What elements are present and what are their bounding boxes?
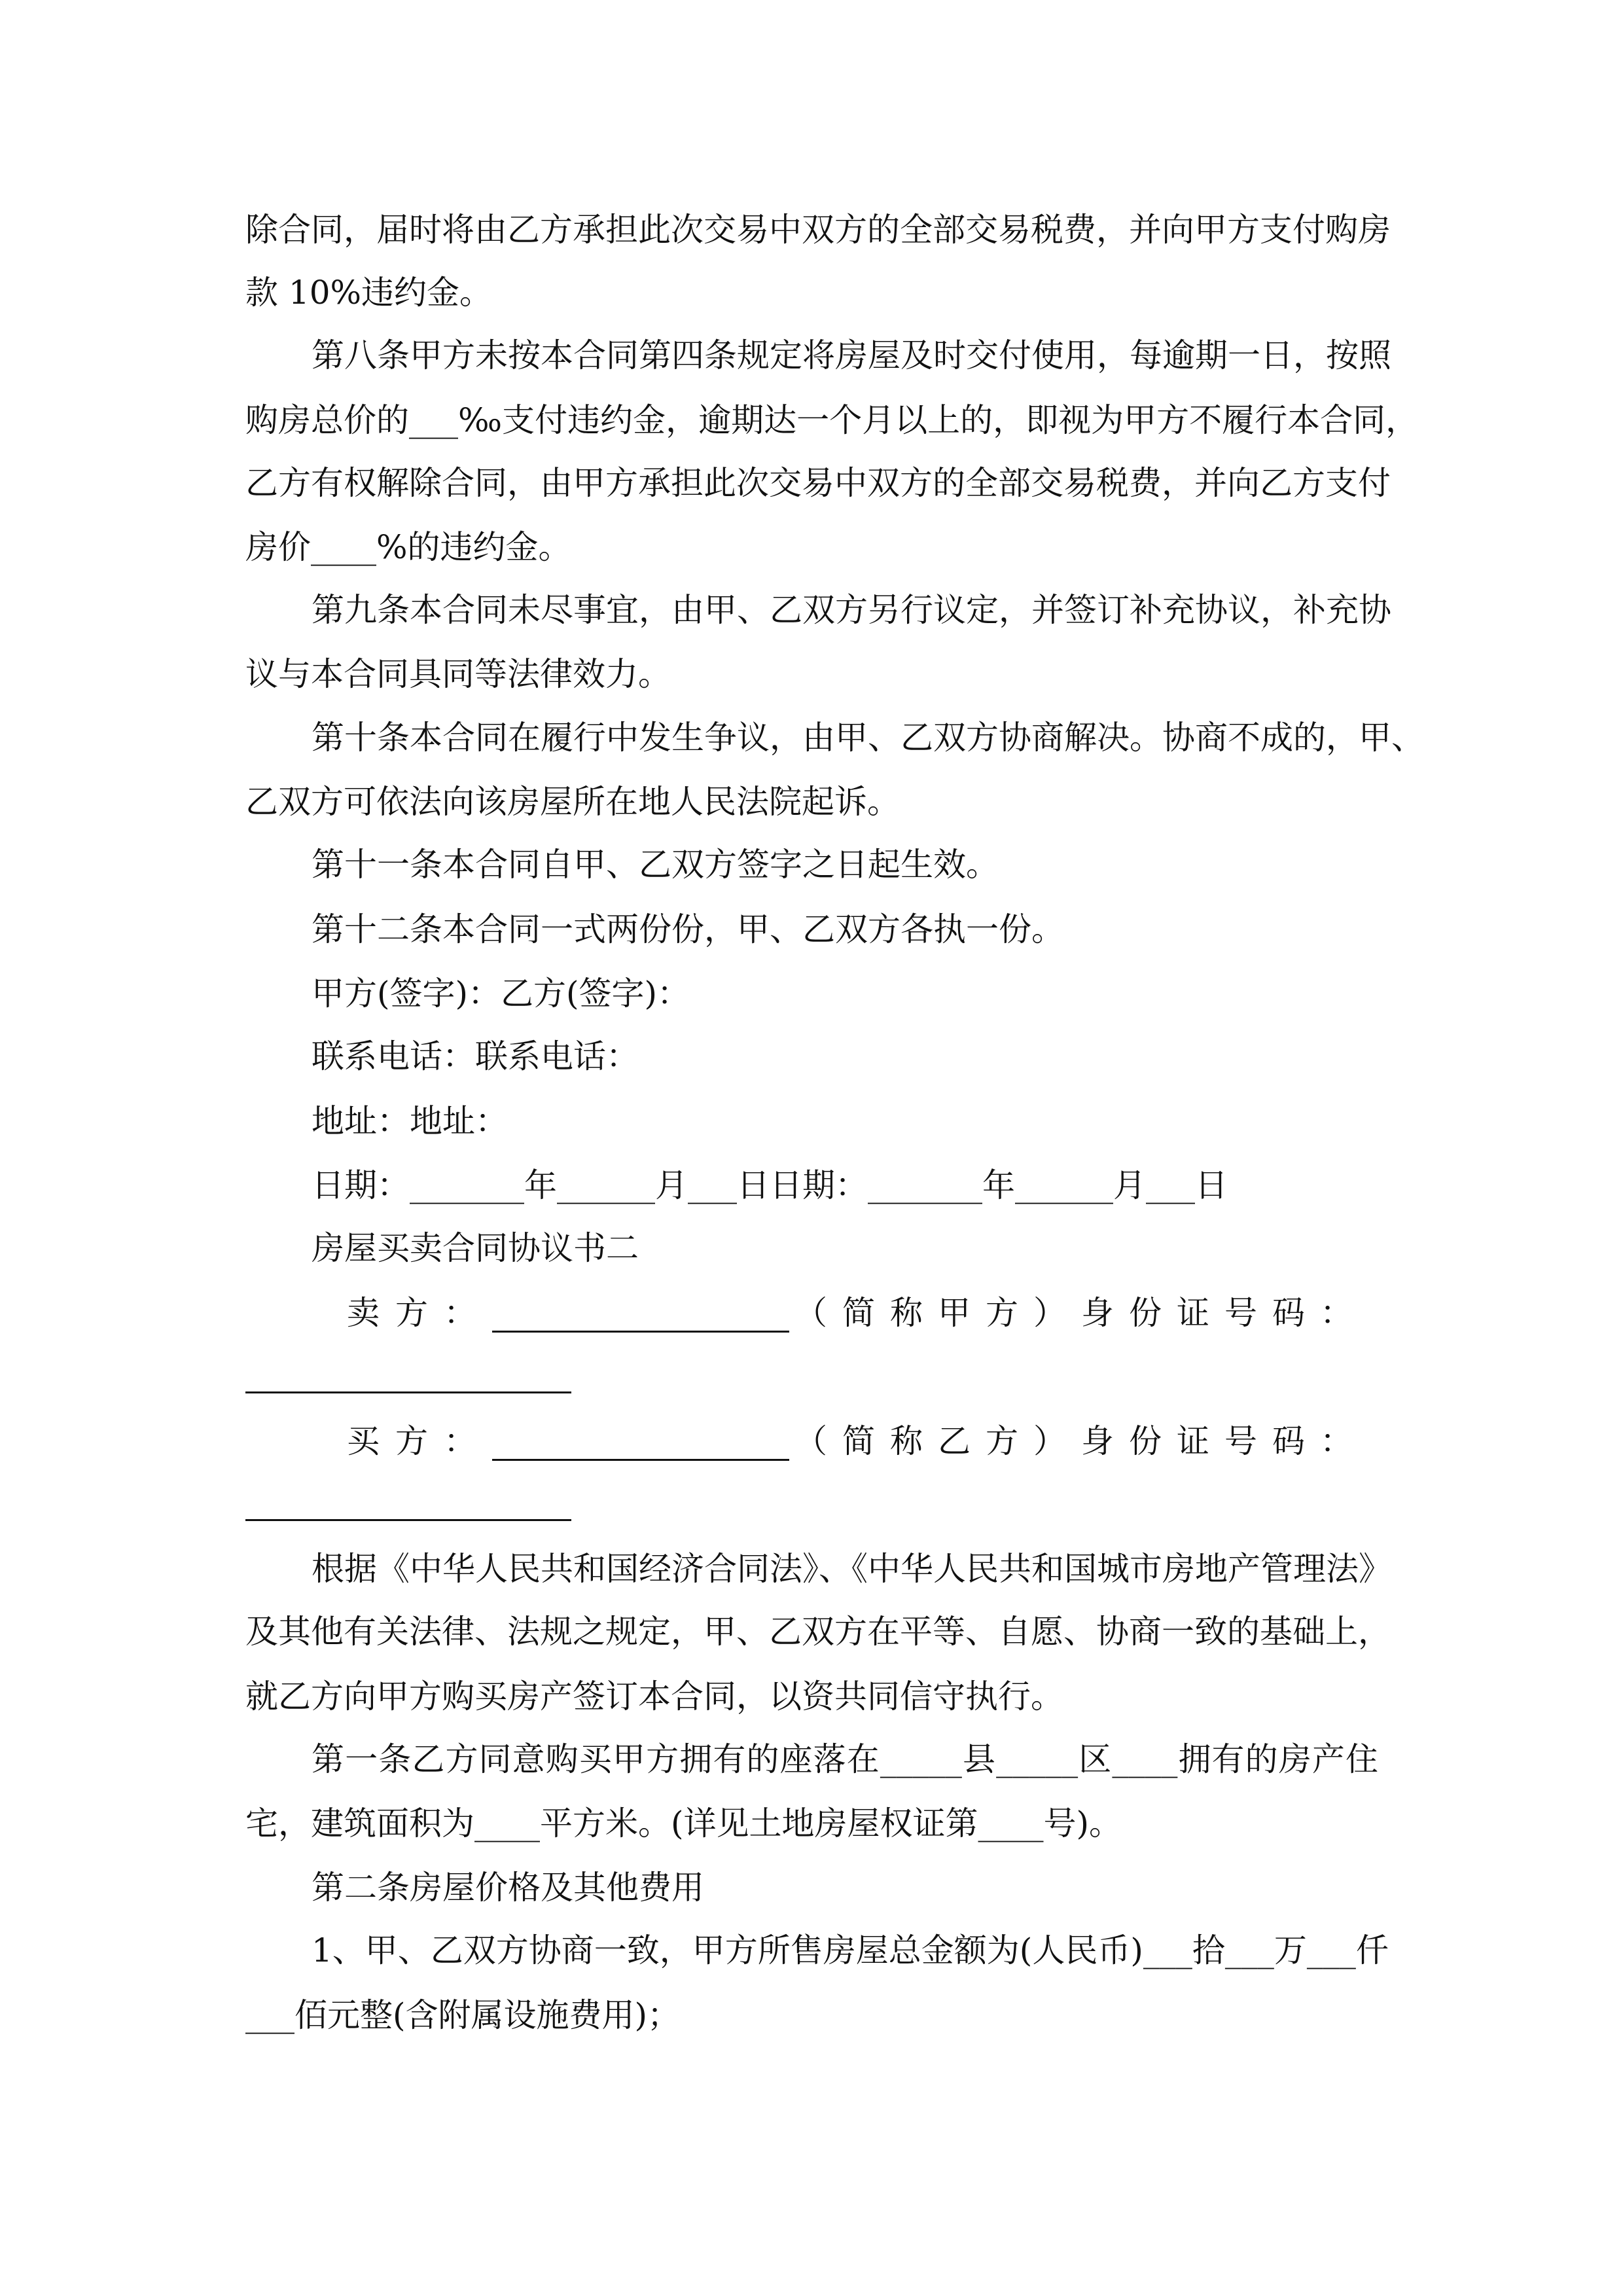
- article-12: 第十二条本合同一式两份份，甲、乙双方各执一份。: [312, 910, 1064, 948]
- address-line: 地址：地址：: [312, 1102, 508, 1140]
- text-line: 乙方有权解除合同，由甲方承担此次交易中双方的全部交易税费，并向乙方支付: [245, 464, 1391, 502]
- date-line: 日期：_______年______月___日日期：_______年______月___日: [312, 1166, 1228, 1204]
- text-line: 乙双方可依法向该房屋所在地人民法院起诉。: [245, 783, 900, 821]
- article-1: 第一条乙方同意购买甲方拥有的座落在_____县_____区____拥有的房产住: [312, 1740, 1378, 1778]
- buyer-label: 买方：: [347, 1422, 492, 1460]
- text-line: 购房总价的___‰支付违约金，逾期达一个月以上的，即视为甲方不履行本合同，: [245, 401, 1419, 439]
- buyer-line: [347, 1422, 1368, 1461]
- signature-line: 甲方(签字)：乙方(签字)：: [312, 975, 690, 1013]
- seller-id-blank: [245, 1391, 571, 1393]
- article-11: 第十一条本合同自甲、乙双方签字之日起生效。: [312, 846, 999, 884]
- seller-line: [347, 1293, 1368, 1333]
- text-line: 除合同，届时将由乙方承担此次交易中双方的全部交易税费，并向甲方支付购房: [245, 211, 1391, 249]
- text-line: 房价____%的违约金。: [245, 528, 571, 566]
- section-title: 房屋买卖合同协议书二: [312, 1229, 639, 1267]
- preamble: 根据《中华人民共和国经济合同法》、《中华人民共和国城市房地产管理法》: [312, 1550, 1391, 1588]
- clause-1: 1、甲、乙双方协商一致，甲方所售房屋总金额为(人民币)___拾___万___仟: [312, 1931, 1389, 1969]
- buyer-id-label: （简称乙方）身份证号码：: [794, 1422, 1368, 1460]
- text-line: 宅，建筑面积为____平方米。(详见土地房屋权证第____号)。: [245, 1804, 1122, 1842]
- article-8: 第八条甲方未按本合同第四条规定将房屋及时交付使用，每逾期一日，按照: [312, 336, 1391, 374]
- seller-name-blank: [492, 1300, 789, 1333]
- text-line: ___佰元整(含附属设施费用)；: [245, 1996, 681, 2034]
- buyer-id-blank: [245, 1519, 571, 1521]
- article-9: 第九条本合同未尽事宜，由甲、乙双方另行议定，并签订补充协议，补充协: [312, 591, 1391, 629]
- buyer-name-blank: [492, 1429, 789, 1461]
- seller-id-label: （简称甲方）身份证号码：: [794, 1294, 1368, 1332]
- text-line: 及其他有关法律、法规之规定，甲、乙双方在平等、自愿、协商一致的基础上，: [245, 1613, 1391, 1651]
- article-2: 第二条房屋价格及其他费用: [312, 1869, 704, 1907]
- phone-line: 联系电话：联系电话：: [312, 1037, 639, 1075]
- text-line: 款 10%违约金。: [245, 274, 493, 312]
- seller-label: 卖方：: [347, 1294, 492, 1332]
- text-line: 议与本合同具同等法律效力。: [245, 655, 671, 693]
- article-10: 第十条本合同在履行中发生争议，由甲、乙双方协商解决。协商不成的，甲、: [312, 719, 1424, 757]
- text-line: 就乙方向甲方购买房产签订本合同，以资共同信守执行。: [245, 1677, 1063, 1715]
